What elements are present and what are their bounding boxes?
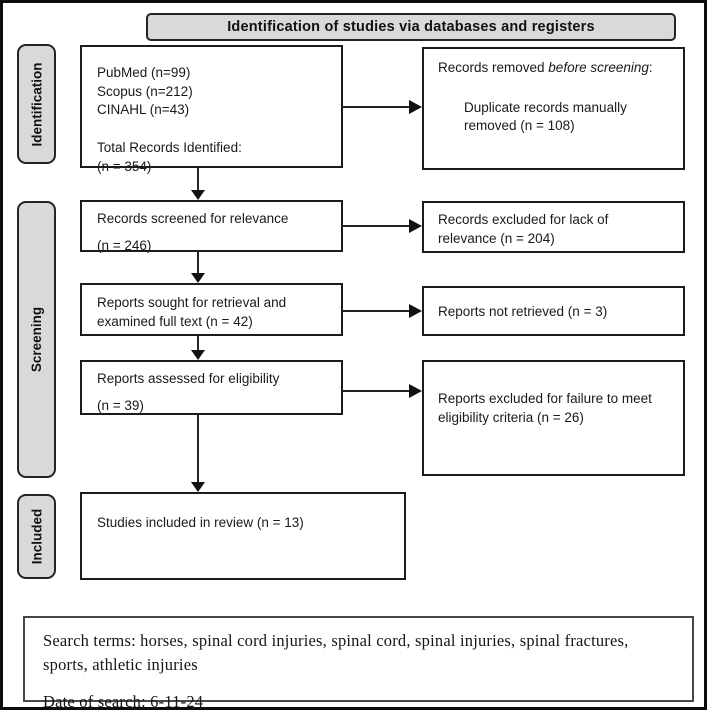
box-records-excluded [422, 201, 685, 253]
stage-included [17, 494, 56, 579]
stage-identification-label: Identification [29, 62, 44, 146]
arrowhead-right-icon [409, 304, 422, 318]
arrow-screened-to-sought [197, 252, 199, 274]
arrowhead-right-icon [409, 100, 422, 114]
box-records-identified [80, 45, 343, 174]
search-notes-box [23, 616, 694, 710]
arrowhead-down-icon [191, 350, 205, 360]
box-studies-included [80, 492, 406, 580]
box-records-screened [80, 200, 343, 252]
reports-assessed-label: Reports assessed for eligibility [97, 371, 280, 386]
reports-sought-label: Reports sought for retrieval and examined full text (n = 42) [97, 295, 287, 329]
arrowhead-down-icon [191, 482, 205, 492]
box-reports-assessed [80, 360, 343, 415]
arrow-screened-to-excluded [342, 225, 412, 227]
arrow-assessed-to-included [197, 415, 199, 483]
box-reports-sought [80, 283, 343, 336]
records-screened-value: (n = 246) [97, 237, 152, 253]
total-records-value: (n = 354) [97, 158, 152, 174]
box-reports-excluded [422, 360, 685, 476]
arrowhead-right-icon [409, 219, 422, 233]
arrow-identified-to-screened [197, 168, 199, 192]
duplicates-removed-text: Duplicate records manually removed (n = 108) [464, 99, 627, 134]
box-records-removed [422, 47, 685, 170]
arrow-sought-to-assessed [197, 336, 199, 351]
arrow-sought-to-not-retrieved [342, 310, 412, 312]
stage-screening [17, 201, 56, 478]
stage-screening-label: Screening [29, 306, 44, 373]
reports-assessed-value: (n = 39) [97, 397, 144, 413]
reports-not-retrieved-label: Reports not retrieved (n = 3) [438, 304, 608, 319]
source-scopus: Scopus (n=212) [97, 83, 193, 99]
arrowhead-down-icon [191, 190, 205, 200]
arrow-identified-to-removed [342, 106, 412, 108]
diagram-header [146, 13, 676, 41]
box-reports-not-retrieved [422, 286, 685, 336]
records-removed-heading: Records removed before screening: [438, 60, 653, 75]
reports-excluded-label: Reports excluded for failure to meet eligibility criteria (n = 26) [438, 391, 652, 425]
arrowhead-right-icon [409, 384, 422, 398]
studies-included-label: Studies included in review (n = 13) [97, 515, 304, 530]
records-screened-label: Records screened for relevance [97, 211, 289, 226]
date-of-search-text: Date of search: 6-11-24 [43, 691, 204, 710]
source-cinahl: CINAHL (n=43) [97, 102, 190, 118]
records-excluded-label: Records excluded for lack of relevance (n = 204) [438, 212, 609, 246]
diagram-title: Identification of studies via databases and registers [227, 19, 595, 35]
search-terms-text: Search terms: horses, spinal cord injuries, spinal cord, spinal injuries, spinal fractures, sports, athletic injuries [43, 631, 629, 674]
arrow-assessed-to-excluded [342, 390, 412, 392]
arrowhead-down-icon [191, 273, 205, 283]
stage-included-label: Included [29, 508, 45, 565]
total-records-label: Total Records Identified: [97, 139, 242, 155]
stage-identification [17, 44, 56, 164]
source-pubmed: PubMed (n=99) [97, 65, 191, 80]
